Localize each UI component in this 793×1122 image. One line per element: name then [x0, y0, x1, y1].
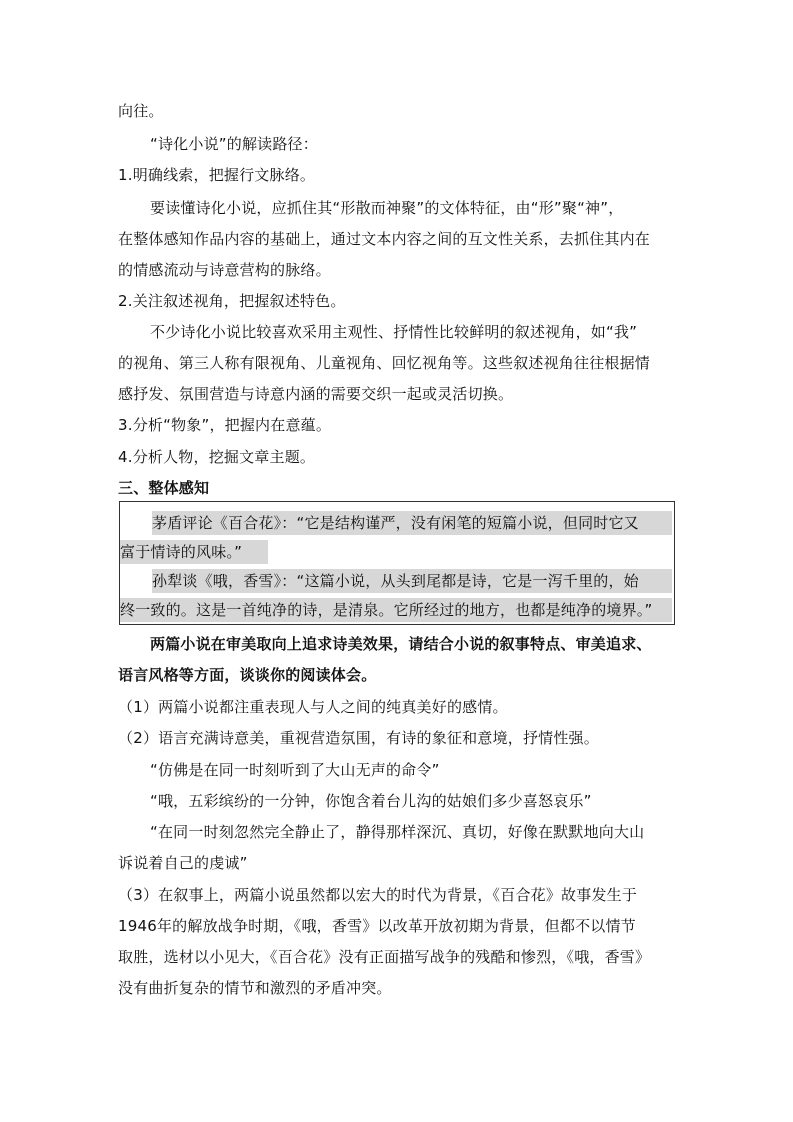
- text-line: 1946年的解放战争时期，《哦，香雪》以改革开放初期为背景，但都不以情节: [118, 917, 636, 935]
- quote-2-line-1: 孙犁谈《哦，香雪》：“这篇小说，从头到尾都是诗，它是一泻千里的，始: [152, 569, 672, 593]
- text-line: 的情感流动与诗意营构的脉络。: [118, 261, 331, 279]
- text-line: “诗化小说”的解读路径：: [150, 135, 318, 153]
- quote-1-line-2: 富于情诗的风味。”: [120, 540, 268, 564]
- quote-box: [119, 501, 675, 625]
- quote-1-line-1: 茅盾评论《百合花》：“它是结构谨严，没有闲笔的短篇小说，但同时它又: [152, 511, 672, 535]
- section-point-4: 4.分析人物，挖掘文章主题。: [118, 448, 316, 466]
- section-heading: 三、整体感知: [118, 479, 210, 497]
- answer-item-2: （2）语言充满诗意美，重视营造氛围，有诗的象征和意境，抒情性强。: [118, 729, 599, 747]
- quote-2-line-2: 终一致的。这是一首纯净的诗，是清泉。它所经过的地方，也都是纯净的境界。”: [120, 598, 672, 622]
- answer-item-1: （1）两篇小说都注重表现人与人之间的纯真美好的感情。: [118, 698, 508, 716]
- section-point-1: 1.明确线索，把握行文脉络。: [118, 166, 316, 184]
- quote-line: “在同一时刻忽然完全静止了，静得那样深沉、真切，好像在默默地向大山: [150, 823, 645, 841]
- quote-line: “仿佛是在同一时刻听到了大山无声的命令”: [150, 761, 440, 779]
- text-line: 不少诗化小说比较喜欢采用主观性、抒情性比较鲜明的叙述视角，如“我”: [150, 323, 638, 341]
- section-point-3: 3.分析“物象”，把握内在意蕴。: [118, 416, 332, 434]
- text-line: 感抒发、氛围营造与诗意内涵的需要交织一起或灵活切换。: [118, 385, 514, 403]
- text-line: 取胜，选材以小见大，《百合花》没有正面描写战争的残酷和惨烈，《哦，香雪》: [118, 948, 651, 966]
- text-line: 的视角、第三人称有限视角、儿童视角、回忆视角等。这些叙述视角往往根据情: [118, 354, 651, 372]
- task-prompt: 两篇小说在审美取向上追求诗美效果，请结合小说的叙事特点、审美追求、: [150, 635, 652, 653]
- section-point-2: 2.关注叙述视角，把握叙述特色。: [118, 292, 346, 310]
- text-line: 向往。: [118, 102, 164, 120]
- answer-item-3: （3）在叙事上，两篇小说虽然都以宏大的时代为背景，《百合花》故事发生于: [118, 886, 638, 904]
- text-line: 在整体感知作品内容的基础上，通过文本内容之间的互文性关系，去抓住其内在: [118, 230, 651, 248]
- text-line: 没有曲折复杂的情节和激烈的矛盾冲突。: [118, 979, 392, 997]
- text-line: 要读懂诗化小说，应抓住其“形散而神聚”的文体特征，由“形”聚“神”，: [150, 199, 624, 217]
- task-prompt: 语言风格等方面，谈谈你的阅读体会。: [118, 666, 377, 684]
- quote-line: 诉说着自己的虔诚”: [118, 854, 248, 872]
- quote-line: “哦，五彩缤纷的一分钟，你饱含着台儿沟的姑娘们多少喜怒哀乐”: [150, 792, 592, 810]
